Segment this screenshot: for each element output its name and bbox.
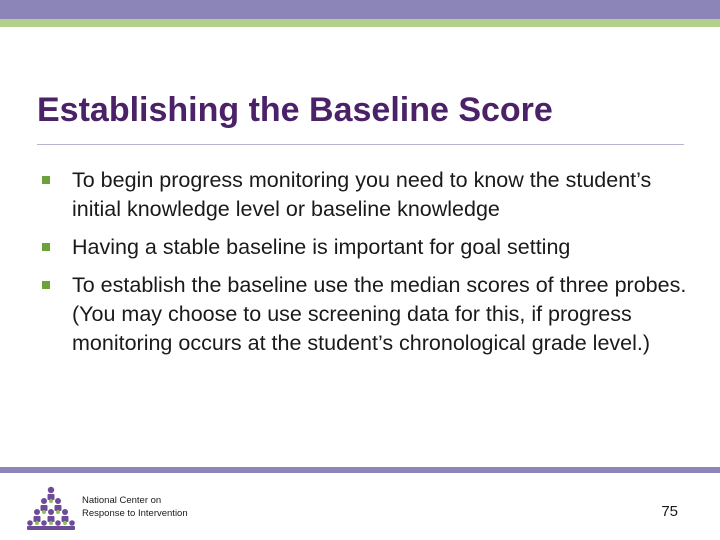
org-name-line-1: National Center on — [82, 495, 162, 506]
bullet-text: Having a stable baseline is important for goal setting — [72, 235, 571, 259]
bullet-item — [42, 271, 692, 358]
slide-title: Establishing the Baseline Score — [37, 91, 553, 129]
square-bullet-icon — [42, 281, 50, 289]
square-bullet-icon — [42, 176, 50, 184]
bullet-item — [42, 166, 692, 224]
bullet-text: To establish the baseline use the median scores of three probes. (You may choose to use screening data for this, if progress monitoring occurs at the student’s chronological grade level.) — [72, 273, 687, 355]
organization-name — [82, 494, 188, 520]
footer-bar — [0, 467, 720, 473]
page-number: 75 — [661, 503, 678, 520]
top-accent-bar — [0, 0, 720, 19]
bullet-item — [42, 233, 692, 262]
top-accent-stripe — [0, 19, 720, 27]
title-divider — [37, 144, 684, 145]
square-bullet-icon — [42, 243, 50, 251]
bullet-text: To begin progress monitoring you need to know the student’s initial knowledge level or baseline knowledge — [72, 168, 652, 221]
org-name-line-2: Response to Intervention — [82, 508, 188, 519]
bullet-list — [42, 166, 692, 367]
people-pyramid-logo-icon — [26, 485, 76, 530]
